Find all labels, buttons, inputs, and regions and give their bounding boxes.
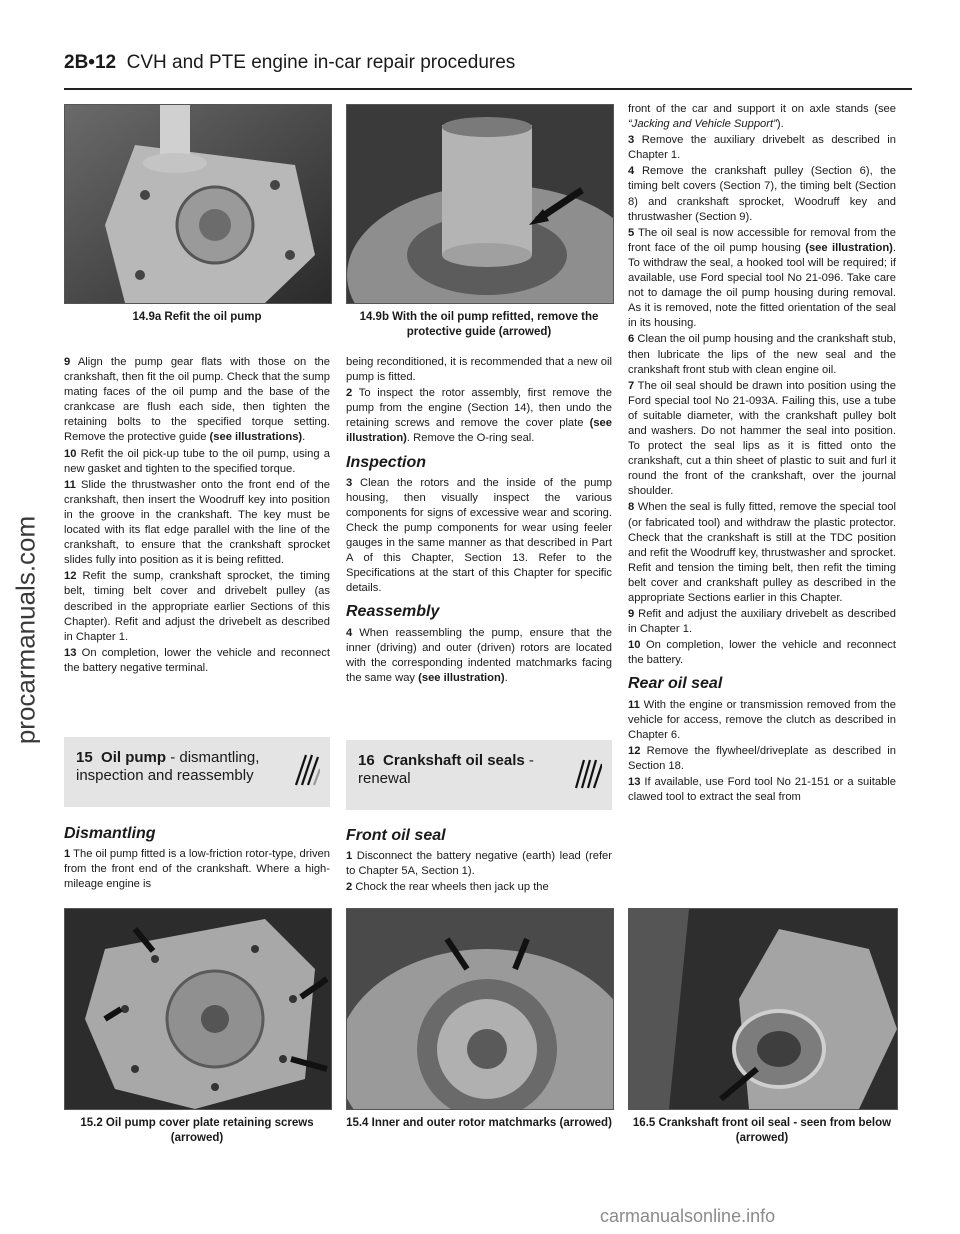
para-6: Clean the oil pump housing and the crankshaft stub, then lubricate the lips of the new seal and the crankshaft front stub with clean engine oil. [628, 333, 896, 376]
photo-15-2-image [65, 909, 331, 1109]
para-cont: being reconditioned, it is recommended that a new oil pump is fitted. [346, 356, 612, 384]
para-3: Remove the auxiliary drivebelt as described in Chapter 1. [628, 134, 897, 162]
column-3 [628, 102, 896, 806]
para-10: Refit the oil pick-up tube to the oil pump, using a new gasket and tighten to the specified torque. [64, 447, 330, 475]
side-watermark [6, 460, 46, 800]
step-number: 6 [628, 333, 635, 346]
para-1: The oil pump fitted is a low-friction rotor-type, driven from the front end of the crankshaft. Where a high-mileage engine is [64, 848, 331, 891]
photo-14-9a [64, 104, 332, 304]
para-13: If available, use Ford tool No 21-151 or a suitable clawed tool to extract the seal from [628, 776, 897, 804]
ref-jacking: “Jacking and Vehicle Support” [628, 118, 777, 131]
column-2-lower [346, 820, 612, 896]
step-number: 13 [628, 776, 641, 789]
caption-15-2: 15.2 Oil pump cover plate retaining screws (arrowed) [80, 1117, 314, 1144]
photo-14-9a-image [65, 105, 331, 303]
para-12: Remove the flywheel/driveplate as described in Section 18. [628, 744, 896, 772]
see-illustration: (see illustration) [418, 671, 505, 684]
para-2: To inspect the rotor assembly, first remove the pump from the engine (Section 14), then undo the retaining screws and remove the cover plate [346, 387, 612, 430]
section-title: Crankshaft oil seals [383, 752, 525, 769]
para-9: Refit and adjust the auxiliary drivebelt as described in Chapter 1. [628, 608, 897, 636]
para-12: Refit the sump, crankshaft sprocket, the timing belt, timing belt cover and drivebelt pulley (as described in the appropriate earlier Sections of this Chapter). Refit and adjust the drivebelt as described in Chapter 1. [64, 570, 331, 643]
para-10: On completion, lower the vehicle and reconnect the battery. [628, 639, 896, 667]
step-number: 3 [346, 476, 353, 489]
step-number: 4 [346, 626, 353, 639]
para-9: Align the pump gear flats with those on the crankshaft, then fit the oil pump. Check that the sump mating faces of the oil pump and the base of the crankcase are flush each side, then tighten the retaining bolts to the specified torque setting. Remove the protective guide [64, 356, 330, 444]
section-16-title [358, 752, 573, 788]
para-cont: front of the car and support it on axle stands (see [628, 103, 896, 115]
step-number: 12 [64, 570, 77, 583]
section-number: 15 [76, 749, 93, 766]
caption-14-9b: 14.9b With the oil pump refitted, remove the protective guide (arrowed) [359, 311, 599, 338]
page-header [64, 52, 515, 74]
step-number: 2 [346, 387, 353, 400]
caption-14-9a: 14.9a Refit the oil pump [132, 311, 262, 323]
photo-15-4 [346, 908, 614, 1110]
para-4: Remove the crankshaft pulley (Section 6), the timing belt covers (Section 7), the timing belt (Section 8) and crankshaft sprocket, Woodruff key and thrustwasher (Section 9). [628, 165, 897, 223]
section-subtitle: - dismantling, inspection and reassembly [76, 749, 260, 784]
para-8: When the seal is fully fitted, remove the special tool (or fabricated tool) and withdraw the plastic protector. Check that the crankshaft is still at the TDC position and refit the Woodruff key, thrustwasher and sprocket. Refit and tension the timing belt, then refit the timing belt cover and crankshaft pulley as described in the appropriate Sections earlier in this Chapter. [628, 501, 896, 604]
photo-15-4-image [347, 909, 613, 1109]
step-number: 2 [346, 881, 353, 894]
section-15-title [76, 749, 291, 785]
difficulty-spanner-icon [292, 751, 320, 787]
see-illustration: (see illustration) [346, 417, 612, 445]
step-number: 13 [64, 646, 77, 659]
see-illustrations: (see illustrations) [209, 431, 303, 444]
para-4: When reassembling the pump, ensure that the inner (driving) and outer (driven) rotors are located with the corresponding indented matchmarks facing the same way [346, 626, 612, 684]
para-2-end: . Remove the O-ring seal. [406, 432, 535, 445]
see-illustration: (see illustration) [805, 241, 893, 254]
subheading-rear-oil-seal: Rear oil seal [628, 675, 723, 693]
step-number: 1 [64, 848, 71, 861]
para-1: Disconnect the battery negative (earth) lead (refer to Chapter 5A, Section 1). [346, 850, 613, 878]
photo-14-9b-image [347, 105, 613, 303]
step-number: 8 [628, 501, 635, 514]
para-11: With the engine or transmission removed from the vehicle for access, remove the clutch as described in Chapter 6. [628, 698, 896, 741]
para-5: The oil seal is now accessible for removal from the front face of the oil pump housing [628, 226, 896, 254]
step-number: 9 [628, 608, 635, 621]
photo-15-2 [64, 908, 332, 1110]
subheading-front-oil-seal: Front oil seal [346, 827, 446, 844]
para-cont-end: ). [776, 118, 784, 131]
header-rule [64, 88, 912, 90]
step-number: 7 [628, 379, 635, 392]
section-16-heading-box [346, 740, 612, 810]
para-2: Chock the rear wheels then jack up the [355, 881, 549, 894]
caption-16-5: 16.5 Crankshaft front oil seal - seen from below (arrowed) [632, 1117, 892, 1144]
step-number: 9 [64, 356, 71, 368]
section-subtitle: - renewal [358, 752, 534, 787]
page-ref: 2B•12 [64, 52, 117, 73]
difficulty-spanner-icon [574, 754, 602, 790]
footer-watermark: carmanualsonline.info [600, 1206, 776, 1226]
subheading-dismantling: Dismantling [64, 825, 156, 842]
step-number: 10 [628, 639, 641, 652]
para-5-end: . To withdraw the seal, a hooked tool will be required; if available, use Ford special tool No 21-096. Take care not to damage the oil pump housing during removal. As it is removed, note the fitted orientation of the seal in its housing. [628, 241, 896, 330]
section-15-heading-box [64, 737, 330, 807]
para-11: Slide the thrustwasher onto the front end of the crankshaft, then insert the Woodruff key into position in the groove in the crankshaft. The key must be located with its flat edge parallel with the line of the crankshaft, to ensure that the crankshaft sprocket slides fully into position as it is being refitted. [64, 478, 331, 567]
column-1: 9 Align the pump gear flats with those on the crankshaft, then fit the oil pump. Check that the sump mating faces of the oil pump and the base of the crankcase are flush each side, then tighten the retaining bolts to the specified torque setting. Remove the protective guide (see illustrations). 10 Refit the oil pick-up tube to the oil pump, using a new gasket and tighten to the specified torque. 11 Slide the thrustwasher onto the front end of the crankshaft, then insert the Woodruff key into position in the groove in the crankshaft. The key must be located with its flat edge parallel with the line of the crankshaft, to ensure that the crankshaft sprocket slides fully into position as it is being refitted. 12 Refit the sump, crankshaft sprocket, the timing belt, timing belt cover and drivebelt pulley (as described in the appropriate earlier Sections of this Chapter). Refit and adjust the drivebelt as described in Chapter 1. 13 On completion, lower the vehicle and reconnect the battery negative terminal. [64, 356, 331, 674]
section-title: Oil pump [101, 749, 167, 766]
photo-16-5 [628, 908, 898, 1110]
column-1-lower [64, 818, 330, 893]
side-watermark-text: procarmanuals.com [10, 515, 41, 745]
step-number: 3 [628, 134, 635, 147]
subheading-inspection: Inspection [346, 453, 427, 471]
step-number: 1 [346, 850, 353, 863]
para-7: The oil seal should be drawn into position using the Ford special tool No 21-093A. Failing this, use a tube of suitable diameter, with the crankshaft pulley bolt and washers. Do not hammer the seal into position. To protect the seal lips as it is fitted onto the crankshaft, cut a thin sheet of plastic to suit and furl it round the front of the crankshaft, over the journal shoulder. [628, 379, 897, 498]
chapter-title: CVH and PTE engine in-car repair procedures [126, 52, 516, 73]
step-number: 10 [64, 447, 77, 460]
step-number: 5 [628, 226, 635, 239]
para-3: Clean the rotors and the inside of the pump housing, then visually inspect the various components for signs of excessive wear and scoring. Check the pump components for wear using feeler gauges in the same manner as that described in Part A of this Chapter, Section 13. Refer to the Specifications at the start of this Chapter for specific details. [346, 476, 613, 595]
para-13: On completion, lower the vehicle and reconnect the battery negative terminal. [64, 646, 330, 674]
step-number: 11 [628, 698, 640, 711]
subheading-reassembly: Reassembly [346, 603, 440, 621]
caption-15-4: 15.4 Inner and outer rotor matchmarks (arrowed) [346, 1117, 612, 1129]
column-2: being reconditioned, it is recommended that a new oil pump is fitted. 2 To inspect the rotor assembly, first remove the pump from the engine (Section 14), then undo the retaining screws and remove the cover plate (see illustration). Remove the O-ring seal. Inspection 3 Clean the rotors and the inside of the pump housing, then visually inspect the various components for signs of excessive wear and scoring. Check the pump components for wear using feeler gauges in the same manner as that described in Part A of this Chapter, Section 13. Refer to the Specifications at the start of this Chapter for specific details. Reassembly 4 When reassembling the pump, ensure that the inner (driving) and outer (driven) rotors are located with the corresponding indented matchmarks facing the same way (see illustration). [346, 356, 613, 684]
photo-16-5-image [629, 909, 897, 1109]
step-number: 4 [628, 165, 635, 178]
step-number: 12 [628, 744, 641, 757]
step-number: 11 [64, 478, 76, 491]
section-number: 16 [358, 752, 375, 769]
photo-14-9b [346, 104, 614, 304]
